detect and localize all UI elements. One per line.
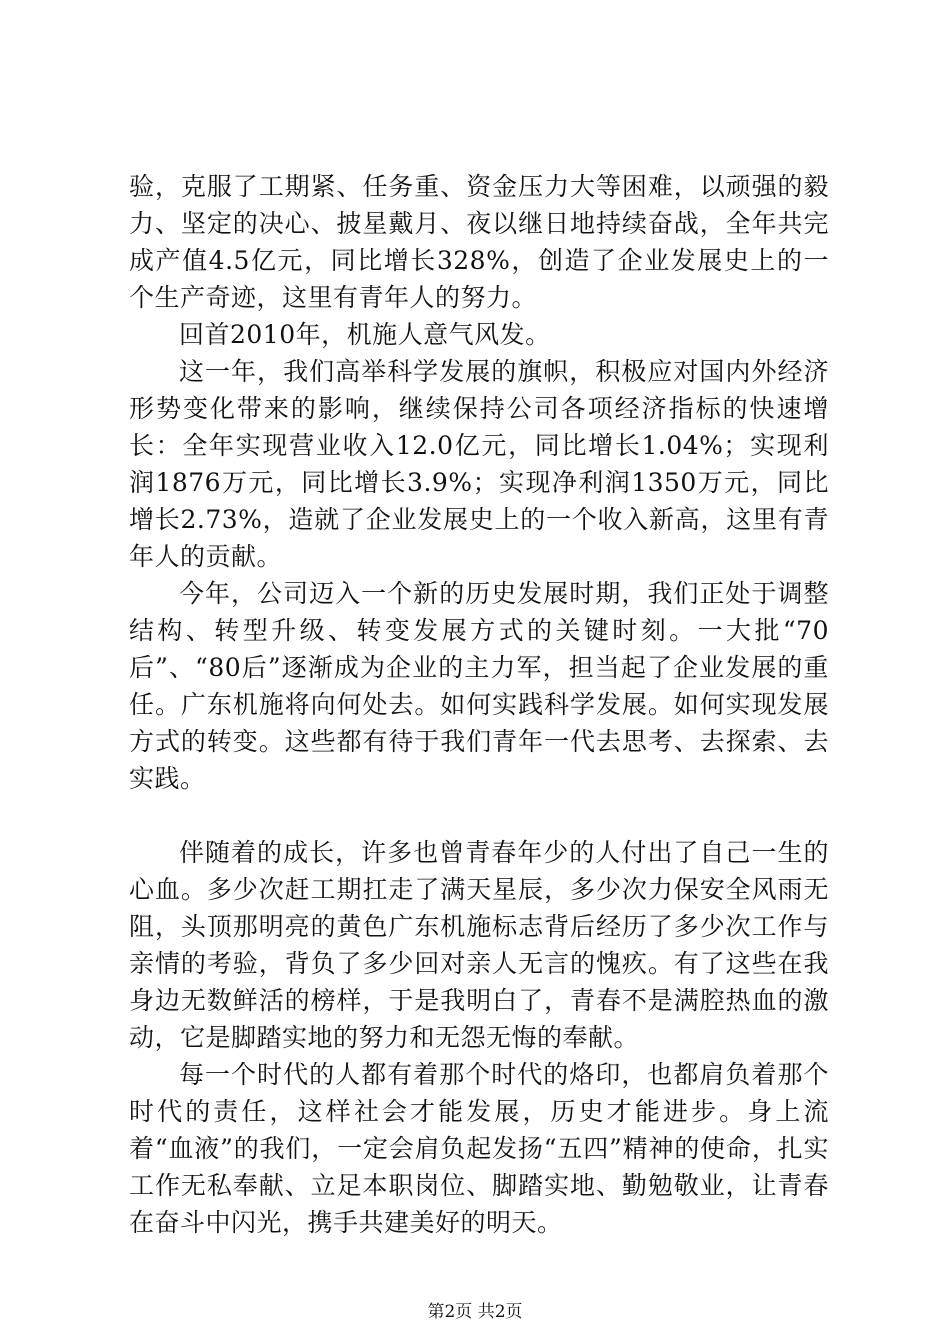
page-number-footer: 第2页 共2页 [427, 1302, 523, 1322]
paragraph-new-period: 今年，公司迈入一个新的历史发展时期，我们正处于调整结构、转型升级、转变发展方式的关键时刻。一大批“70后”、“80后”逐渐成为企业的主力军，担当起了企业发展的重任。广东机施将向何处去。如何实践科学发展。如何实现发展方式的转变。这些都有待于我们青年一代去思考、去探索、去实践。 [129, 579, 829, 793]
paragraph-2010-review: 回首2010年，机施人意气风发。 [179, 320, 551, 349]
paragraph-economic-results: 这一年，我们高举科学发展的旗帜，积极应对国内外经济形势变化带来的影响，继续保持公司各项经济指标的快速增长：全年实现营业收入12.0亿元，同比增长1.04%；实现利润1876万元，同比增长3.9%；实现净利润1350万元，同比增长2.73%，造就了企业发展史上的一个收入新高，这里有青年人的贡献。 [129, 357, 829, 571]
paragraph-continuation: 验，克服了工期紧、任务重、资金压力大等困难，以顽强的毅力、坚定的决心、披星戴月、夜以继日地持续奋战，全年共完成产值4.5亿元，同比增长328%，创造了企业发展史上的一个生产奇迹，这里有青年人的努力。 [129, 172, 829, 312]
paragraph-era-responsibility: 每一个时代的人都有着那个时代的烙印，也都肩负着那个时代的责任，这样社会才能发展，历史才能进步。身上流着“血液”的我们，一定会肩负起发扬“五四”精神的使命，扎实工作无私奉献、立足本职岗位、脚踏实地、勤勉敬业，让青春在奋斗中闪光，携手共建美好的明天。 [129, 1060, 829, 1237]
document-body [129, 168, 829, 1241]
paragraph-growth: 伴随着的成长，许多也曾青春年少的人付出了自己一生的心血。多少次赶工期扛走了满天星辰，多少次力保安全风雨无阻，头顶那明亮的黄色广东机施标志背后经历了多少次工作与亲情的考验，背负了多少回对亲人无言的愧疚。有了这些在我身边无数鲜活的榜样，于是我明白了，青春不是满腔热血的激动，它是脚踏实地的努力和无怨无悔的奉献。 [129, 838, 829, 1052]
